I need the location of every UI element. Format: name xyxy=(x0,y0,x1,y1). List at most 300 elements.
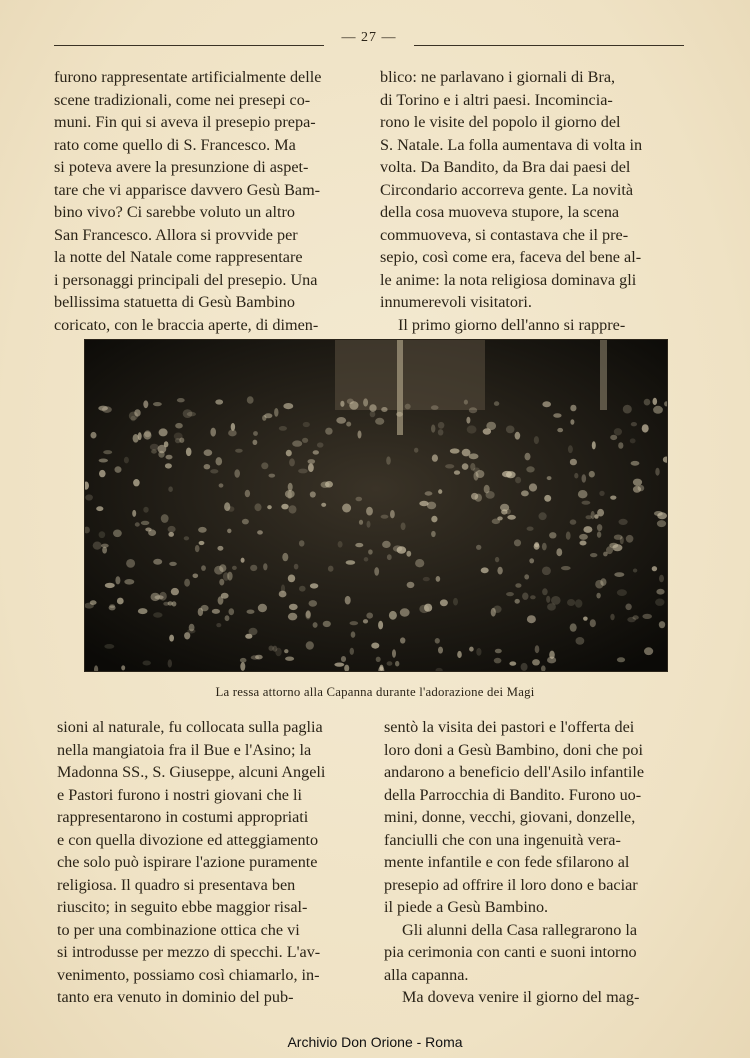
crowd-figure xyxy=(363,398,368,406)
crowd-figure xyxy=(299,540,305,546)
crowd-figure xyxy=(610,435,617,440)
text-line: commuoveva, si contastava che il pre- xyxy=(380,225,629,244)
crowd-figure xyxy=(583,617,588,621)
crowd-figure xyxy=(381,515,389,519)
crowd-figure xyxy=(475,494,482,502)
crowd-figure xyxy=(338,541,343,548)
crowd-figure xyxy=(659,621,665,628)
crowd-figure xyxy=(175,438,181,443)
crowd-figure xyxy=(469,407,477,413)
crowd-figure xyxy=(219,579,224,586)
page-number: — 27 — xyxy=(341,30,397,45)
crowd-figure xyxy=(656,589,664,595)
crowd-figure xyxy=(481,567,489,573)
crowd-figure xyxy=(542,401,551,407)
crowd-figure xyxy=(229,608,235,615)
crowd-figure xyxy=(389,611,397,620)
crowd-figure xyxy=(386,456,391,464)
crowd-figure xyxy=(502,471,512,477)
crowd-figure xyxy=(652,566,657,571)
crowd-figure xyxy=(542,543,547,551)
crowd-figure xyxy=(653,406,663,414)
crowd-figure xyxy=(431,405,439,410)
crowd-figure xyxy=(313,450,319,454)
crowd-figure xyxy=(274,408,278,417)
crowd-figure xyxy=(340,401,344,407)
crowd-figure xyxy=(158,451,164,458)
crowd-figure xyxy=(93,542,102,550)
crowd-figure xyxy=(279,591,287,598)
crowd-figure xyxy=(310,583,318,588)
crowd-figure xyxy=(476,545,481,550)
text-line: tanto era venuto in dominio del pub- xyxy=(57,988,294,1006)
crowd-figure xyxy=(583,526,592,533)
crowd-figure xyxy=(529,483,537,491)
crowd-figure xyxy=(279,426,287,431)
crowd-figure xyxy=(491,608,496,617)
crowd-photograph xyxy=(84,339,668,672)
crowd-figure xyxy=(415,559,424,567)
crowd-figure xyxy=(453,598,458,606)
text-line: bino vivo? Ci sarebbe voluto un altro xyxy=(54,203,295,221)
crowd-figure xyxy=(506,426,515,434)
crowd-figure xyxy=(309,600,318,607)
header-rule-right xyxy=(414,45,684,46)
crowd-figure xyxy=(529,558,534,563)
crowd-figure xyxy=(610,496,616,500)
crowd-figure xyxy=(289,458,295,466)
crowd-figure xyxy=(221,593,229,599)
crowd-figure xyxy=(269,474,276,478)
crowd-figure xyxy=(168,659,172,667)
crowd-figure xyxy=(308,463,314,472)
crowd-figure xyxy=(241,558,245,563)
crowd-figure xyxy=(227,529,231,534)
crowd-figure xyxy=(184,579,190,587)
crowd-figure xyxy=(580,541,587,546)
crowd-figure xyxy=(317,442,324,447)
crowd-figure xyxy=(355,543,363,547)
crowd-figure xyxy=(261,462,268,469)
crowd-figure xyxy=(350,621,359,625)
crowd-figure xyxy=(187,412,196,417)
crowd-figure xyxy=(288,575,295,583)
text-line: coricato, con le braccia aperte, di dimen- xyxy=(54,315,319,334)
crowd-figure xyxy=(515,477,521,484)
crowd-figure xyxy=(346,422,351,427)
crowd-figure xyxy=(216,623,221,627)
crowd-figure xyxy=(542,588,548,595)
crowd-figure xyxy=(85,494,93,500)
crowd-figure xyxy=(467,425,477,433)
crowd-figure xyxy=(368,549,373,554)
crowd-figure xyxy=(579,534,588,540)
crowd-figure xyxy=(198,527,207,533)
crowd-figure xyxy=(283,403,293,409)
crowd-figure xyxy=(133,479,140,486)
crowd-figure xyxy=(198,608,203,616)
crowd-figure xyxy=(249,628,258,635)
crowd-figure xyxy=(617,657,625,662)
crowd-figure xyxy=(187,629,195,634)
crowd-figure xyxy=(450,448,460,453)
crowd-figure xyxy=(288,483,293,492)
crowd-figure xyxy=(390,510,395,518)
crowd-figure xyxy=(210,469,218,473)
crowd-figure xyxy=(642,614,652,619)
crowd-figure xyxy=(592,441,596,449)
crowd-figure xyxy=(184,536,189,540)
crowd-figure xyxy=(534,436,539,444)
text-column-bottom-left xyxy=(57,716,363,1009)
crowd-figure xyxy=(159,592,167,601)
crowd-figure xyxy=(570,459,577,466)
text-line: presepio ad offrire il loro dono e baciar xyxy=(384,875,638,894)
crowd-figure xyxy=(210,428,216,437)
text-column-bottom-right xyxy=(384,716,690,1009)
crowd-figure xyxy=(619,519,628,525)
crowd-figure xyxy=(594,514,598,519)
text-line: della cosa muoveva stupore, la scena xyxy=(380,203,620,221)
text-line: le anime: la nota religiosa dominava gli xyxy=(380,270,637,289)
text-line: to per una combinazione ottica che vi xyxy=(57,920,300,939)
crowd-figure xyxy=(281,504,288,510)
text-line: e Pastori furono i nostri giovani che li xyxy=(57,785,303,804)
crowd-figure xyxy=(129,412,138,421)
crowd-figure xyxy=(228,430,237,437)
crowd-figure xyxy=(590,619,596,627)
crowd-figure xyxy=(521,490,529,496)
crowd-figure xyxy=(532,659,540,665)
crowd-figure xyxy=(633,569,637,573)
text-line: rato come quello di S. Francesco. Ma xyxy=(54,135,296,154)
crowd-figure xyxy=(364,557,369,561)
crowd-figure xyxy=(626,535,634,543)
crowd-figure xyxy=(285,657,294,661)
crowd-figure xyxy=(264,413,272,418)
crowd-figure xyxy=(524,574,529,579)
crowd-figure xyxy=(642,424,649,432)
crowd-figure xyxy=(582,501,591,505)
crowd-figure xyxy=(242,519,249,525)
crowd-figure xyxy=(91,432,97,439)
crowd-figure xyxy=(325,428,332,435)
crowd-figure xyxy=(618,442,623,449)
crowd-figure xyxy=(375,418,384,425)
crowd-figure xyxy=(346,560,356,565)
crowd-figure xyxy=(356,497,363,502)
crowd-figure xyxy=(530,595,536,599)
crowd-figure xyxy=(284,649,288,653)
crowd-figure xyxy=(527,615,536,623)
crowd-figure xyxy=(240,658,247,663)
crowd-figure xyxy=(431,531,436,537)
text-line: riuscito; in seguito ebbe maggior risal- xyxy=(57,898,308,916)
crowd-figure xyxy=(431,425,435,433)
crowd-figure xyxy=(590,553,597,557)
crowd-figure xyxy=(427,502,436,510)
crowd-figure xyxy=(497,567,502,575)
crowd-figure xyxy=(515,599,520,604)
text-line: la notte del Natale come rappresentare xyxy=(54,248,303,266)
crowd-figure xyxy=(464,400,468,405)
crowd-figure xyxy=(186,448,192,457)
crowd-figure xyxy=(168,601,173,605)
crowd-figure xyxy=(217,546,223,551)
crowd-figure xyxy=(302,438,308,443)
crowd-figure xyxy=(153,402,162,406)
crowd-figure xyxy=(247,396,254,404)
crowd-figure xyxy=(219,483,224,487)
text-line: tare che vi apparisce davvero Gesù Bam- xyxy=(54,180,321,199)
crowd-figure xyxy=(397,546,407,554)
crowd-figure xyxy=(392,649,396,658)
crowd-figure xyxy=(425,491,433,495)
crowd-figure xyxy=(507,515,516,520)
crowd-figure xyxy=(423,577,430,581)
crowd-figure xyxy=(151,593,160,601)
crowd-figure xyxy=(195,545,200,552)
crowd-figure xyxy=(655,599,664,606)
crowd-figure xyxy=(234,469,240,478)
crowd-figure xyxy=(150,444,159,451)
text-line: Ma doveva venire il giorno del mag- xyxy=(402,988,640,1006)
crowd-figure xyxy=(286,450,292,457)
page-header xyxy=(54,28,684,50)
text-line: sepio, così come era, faceva del bene al- xyxy=(380,248,642,266)
crowd-figure xyxy=(435,638,440,644)
crowd-figure xyxy=(367,521,371,528)
crowd-figure xyxy=(556,548,562,556)
crowd-figure xyxy=(578,490,588,498)
crowd-figure xyxy=(406,551,411,557)
crowd-figure xyxy=(99,459,108,463)
crowd-figure xyxy=(553,413,561,418)
crowd-figure xyxy=(143,400,148,408)
crowd-figure xyxy=(659,575,664,582)
crowd-figure xyxy=(115,576,120,584)
crowd-figure xyxy=(159,428,168,436)
text-line: alla capanna. xyxy=(384,965,469,984)
crowd-figure xyxy=(250,565,257,571)
crowd-figure xyxy=(521,663,528,671)
crowd-figure xyxy=(285,490,295,498)
crowd-figure xyxy=(566,532,571,540)
crowd-figure xyxy=(610,614,614,620)
crowd-figure xyxy=(631,422,637,426)
text-line: S. Natale. La folla aumentava di volta in xyxy=(380,135,643,154)
crowd-figure xyxy=(514,539,521,546)
text-line: e con quella divozione ed atteggiamento xyxy=(57,830,319,849)
text-line: andarono a beneficio dell'Asilo infantile xyxy=(384,763,645,781)
crowd-figure xyxy=(542,567,551,576)
crowd-figure xyxy=(432,454,438,461)
text-line: furono rappresentate artificialmente delle xyxy=(54,68,322,86)
crowd-figure xyxy=(597,524,602,531)
crowd-figure xyxy=(308,459,316,464)
text-column-top-left xyxy=(54,66,359,336)
crowd-figure xyxy=(654,511,663,516)
crowd-figure xyxy=(625,604,631,611)
crowd-figure xyxy=(216,457,223,465)
crowd-figure xyxy=(382,541,391,548)
text-line: San Francesco. Allora si provvide per xyxy=(54,225,298,244)
crowd-figure xyxy=(395,661,399,667)
text-line: muni. Fin qui si aveva il presepio prepa- xyxy=(54,113,316,131)
crowd-figure xyxy=(345,596,351,605)
crowd-figure xyxy=(486,422,496,430)
crowd-figure xyxy=(258,604,267,612)
crowd-figure xyxy=(551,596,561,605)
crowd-figure xyxy=(168,526,176,533)
crowd-figure xyxy=(614,572,624,577)
crowd-figure xyxy=(153,559,162,565)
crowd-figure xyxy=(495,557,499,562)
crowd-figure xyxy=(153,612,162,617)
crowd-figure xyxy=(535,645,540,653)
crowd-figure xyxy=(251,655,260,659)
crowd-figure xyxy=(374,567,379,576)
crowd-figure xyxy=(595,580,603,589)
crowd-figure xyxy=(438,429,444,435)
text-line: rappresentarono in costumi appropriati xyxy=(57,808,309,826)
text-line: Madonna SS., S. Giuseppe, alcuni Angeli xyxy=(57,763,326,781)
crowd-figure xyxy=(627,617,636,622)
crowd-figure xyxy=(387,554,392,560)
crowd-figure xyxy=(407,582,415,588)
crowd-figure xyxy=(575,599,582,608)
crowd-figure xyxy=(294,564,299,570)
crowd-figure xyxy=(620,536,624,544)
crowd-figure xyxy=(567,599,575,606)
crowd-figure xyxy=(484,485,490,494)
crowd-figure xyxy=(582,474,587,482)
text-line: nella mangiatoia fra il Bue e l'Asino; la xyxy=(57,740,312,759)
crowd-figure xyxy=(328,566,334,572)
crowd-figure xyxy=(445,464,454,468)
crowd-figure xyxy=(376,657,381,662)
crowd-figure xyxy=(289,505,297,513)
crowd-figure xyxy=(476,648,481,656)
text-line: si poteva avere la presunzione di aspet- xyxy=(54,158,309,176)
crowd-figure xyxy=(166,455,173,460)
text-line: Il primo giorno dell'anno si rappre- xyxy=(398,315,626,334)
crowd-figure xyxy=(597,531,601,537)
crowd-figure xyxy=(633,479,642,486)
crowd-figure xyxy=(515,432,521,440)
crowd-figure xyxy=(549,532,556,538)
crowd-figure xyxy=(169,562,177,566)
text-line: pia cerimonia con canti e suoni intorno xyxy=(384,943,637,961)
crowd-figure xyxy=(253,431,258,436)
text-line: religiosa. Il quadro si presentava ben xyxy=(57,875,296,894)
crowd-figure xyxy=(400,637,405,643)
crowd-figure xyxy=(223,572,229,581)
crowd-figure xyxy=(257,530,263,534)
crowd-figure xyxy=(630,438,636,443)
crowd-figure xyxy=(527,527,534,531)
text-line: si introdusse per mezzo di specchi. L'av- xyxy=(57,943,321,961)
crowd-figure xyxy=(289,604,298,610)
text-line: sentò la visita dei pastori e l'offerta dei xyxy=(384,718,635,736)
crowd-figure xyxy=(99,470,106,477)
text-line: mente infantile e con fede sfilarono al xyxy=(384,853,630,871)
crowd-figure xyxy=(169,635,174,642)
crowd-figure xyxy=(199,541,205,545)
text-line: Circondario accorreva gente. La novità xyxy=(380,180,634,199)
text-line: venimento, possiamo così chiamarlo, in- xyxy=(57,965,320,984)
crowd-figure xyxy=(325,481,333,488)
crowd-figure xyxy=(438,422,445,429)
crowd-figure xyxy=(623,405,632,414)
crowd-figure xyxy=(224,502,230,511)
text-line: bellissima statuetta di Gesù Bambino xyxy=(54,293,295,311)
crowd-figure xyxy=(351,631,356,637)
text-line: mini, donne, vecchi, giovani, donzelle, xyxy=(384,808,636,826)
crowd-figure xyxy=(117,598,124,605)
crowd-figure xyxy=(470,463,475,471)
crowd-figure xyxy=(201,565,206,571)
crowd-figure xyxy=(396,412,403,417)
crowd-figure xyxy=(438,489,442,494)
crowd-figure xyxy=(644,399,651,406)
crowd-figure xyxy=(526,466,534,472)
crowd-figure xyxy=(570,419,574,425)
crowd-figure xyxy=(135,522,140,526)
crowd-figure xyxy=(96,506,103,511)
crowd-figure xyxy=(657,520,666,527)
crowd-figure xyxy=(121,665,125,670)
crowd-figure xyxy=(358,431,362,439)
crowd-figure xyxy=(321,503,326,507)
crowd-figure xyxy=(341,656,346,662)
crowd-figure xyxy=(515,583,521,588)
crowd-figure xyxy=(462,463,469,470)
crowd-figure xyxy=(570,405,576,412)
crowd-figure xyxy=(255,503,262,511)
crowd-figure xyxy=(141,521,150,525)
crowd-figure xyxy=(438,647,443,654)
text-line: di Torino e i altri paesi. Incominciа- xyxy=(380,90,613,109)
crowd-figure xyxy=(161,514,169,523)
crowd-figure xyxy=(282,553,288,561)
crowd-figure xyxy=(381,407,387,412)
crowd-figure xyxy=(495,649,502,654)
crowd-figure xyxy=(303,422,310,427)
crowd-figure xyxy=(193,574,199,579)
text-line: loro doni a Gesù Bambino, doni che poi xyxy=(384,740,643,759)
crowd-figure xyxy=(323,621,331,627)
crowd-figure xyxy=(497,516,503,520)
crowd-figure xyxy=(547,476,552,480)
crowd-figure xyxy=(363,619,368,623)
crowd-figure xyxy=(501,509,507,514)
crowd-figure xyxy=(299,586,306,592)
crowd-figure xyxy=(405,404,411,410)
crowd-figure xyxy=(506,592,514,596)
crowd-figure xyxy=(124,457,129,464)
crowd-figure xyxy=(457,651,462,658)
crowd-figure xyxy=(369,404,376,412)
crowd-figure xyxy=(204,449,213,456)
crowd-figure xyxy=(306,641,314,649)
crowd-figure xyxy=(557,428,563,432)
crowd-figure xyxy=(633,486,641,493)
crowd-figure xyxy=(336,417,346,424)
crowd-figure xyxy=(105,583,115,588)
crowd-figure xyxy=(546,596,550,603)
crowd-figure xyxy=(469,453,479,459)
